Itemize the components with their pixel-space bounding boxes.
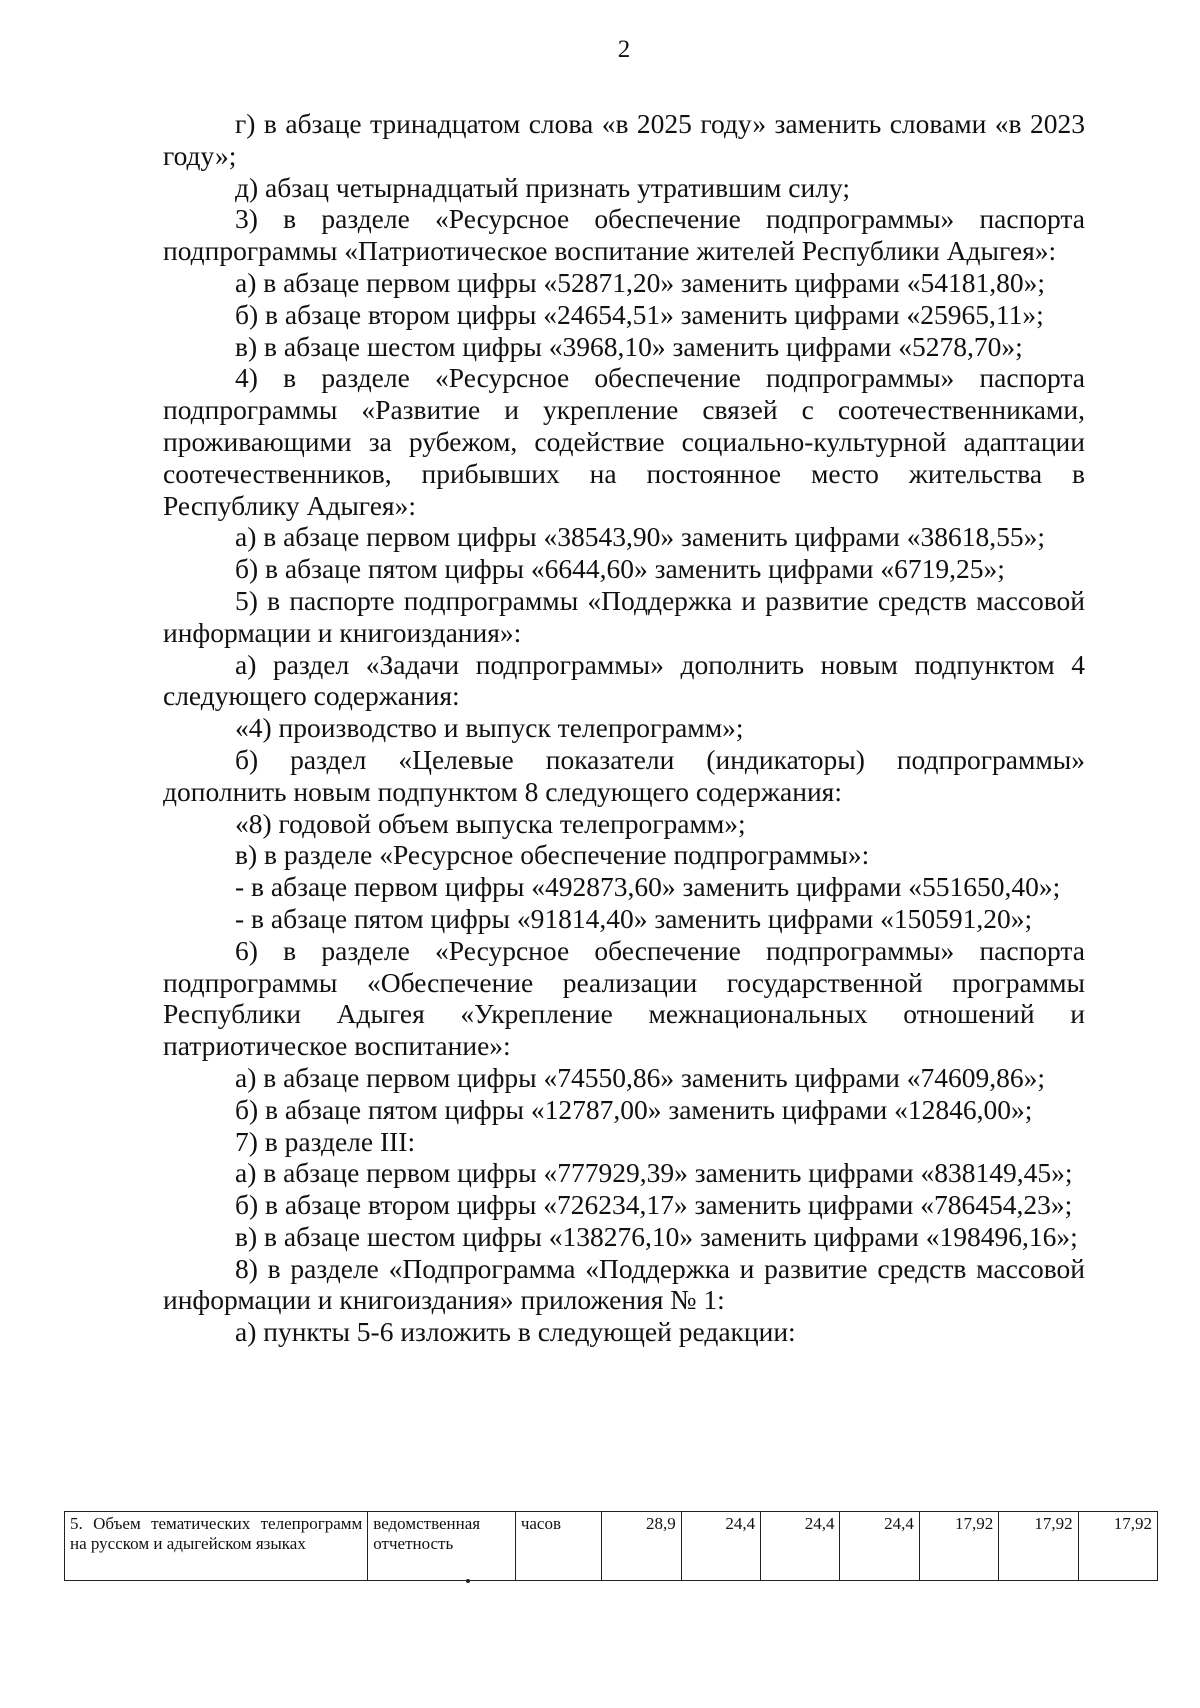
paragraph: д) абзац четырнадцатый признать утратившим силу; [235, 171, 850, 203]
table-row [65, 1512, 1158, 1581]
paragraph: - в абзаце первом цифры «492873,60» заменить цифрами «551650,40»; [235, 871, 1061, 903]
indicators-table [64, 1511, 1158, 1581]
value-cell: 17,92 [999, 1512, 1078, 1581]
paragraph: а) в абзаце первом цифры «52871,20» заменить цифрами «54181,80»; [235, 266, 1046, 298]
paragraph: 4) в разделе «Ресурсное обеспечение подпрограммы» паспорта подпрограммы «Развитие и укрепление связей с соотечественниками, проживающими за рубежом, содействие социально-культурной адаптации соотечественников, прибывших на постоянное место жительства в Республику Адыгея»: [163, 362, 1085, 521]
paragraph: а) пункты 5-6 изложить в следующей редакции: [235, 1316, 796, 1348]
paragraph: г) в абзаце тринадцатом слова «в 2025 году» заменить словами «в 2023 году»; [163, 108, 1085, 171]
unit-cell: часов [515, 1512, 602, 1581]
paragraph: 8) в разделе «Подпрограмма «Поддержка и развитие средств массовой информации и книгоиздания» приложения № 1: [163, 1252, 1085, 1316]
paragraph: 7) в разделе III: [235, 1125, 416, 1157]
paragraph: в) в разделе «Ресурсное обеспечение подпрограммы»: [235, 839, 870, 871]
source-cell: ведомственная отчетность [368, 1512, 516, 1581]
page-number: 2 [617, 36, 631, 63]
paragraph: а) в абзаце первом цифры «777929,39» заменить цифрами «838149,45»; [235, 1157, 1073, 1189]
paragraph: 5) в паспорте подпрограммы «Поддержка и развитие средств массовой информации и книгоиздания»: [163, 584, 1085, 648]
scan-mark [466, 1579, 470, 1583]
paragraph: в) в абзаце шестом цифры «3968,10» заменить цифрами «5278,70»; [235, 330, 1023, 362]
paragraph: 6) в разделе «Ресурсное обеспечение подпрограммы» паспорта подпрограммы «Обеспечение реализации государственной программы Республики Адыгея «Укрепление межнациональных отношений и патриотическое воспитание»: [163, 934, 1085, 1062]
document-body [163, 108, 1085, 1348]
indicator-name-cell: 5. Объем тематических телепрограмм на русском и адыгейском языках [65, 1512, 368, 1581]
value-cell: 17,92 [1078, 1512, 1157, 1581]
paragraph: а) раздел «Задачи подпрограммы» дополнить новым подпунктом 4 следующего содержания: [163, 648, 1085, 712]
paragraph: в) в абзаце шестом цифры «138276,10» заменить цифрами «198496,16»; [235, 1220, 1078, 1252]
paragraph: б) в абзаце пятом цифры «6644,60» заменить цифрами «6719,25»; [235, 553, 1005, 585]
paragraph: а) в абзаце первом цифры «74550,86» заменить цифрами «74609,86»; [235, 1061, 1046, 1093]
value-cell: 24,4 [681, 1512, 760, 1581]
paragraph: - в абзаце пятом цифры «91814,40» заменить цифрами «150591,20»; [235, 902, 1033, 934]
paragraph: «8) годовой объем выпуска телепрограмм»; [235, 807, 746, 839]
paragraph: б) в абзаце втором цифры «726234,17» заменить цифрами «786454,23»; [235, 1189, 1073, 1221]
value-cell: 17,92 [919, 1512, 998, 1581]
paragraph: б) в абзаце втором цифры «24654,51» заменить цифрами «25965,11»; [235, 298, 1044, 330]
paragraph: 3) в разделе «Ресурсное обеспечение подпрограммы» паспорта подпрограммы «Патриотическое воспитание жителей Республики Адыгея»: [163, 203, 1085, 267]
paragraph: б) раздел «Целевые показатели (индикаторы) подпрограммы» дополнить новым подпунктом 8 следующего содержания: [163, 743, 1085, 807]
value-cell: 28,9 [602, 1512, 681, 1581]
value-cell: 24,4 [840, 1512, 919, 1581]
value-cell: 24,4 [761, 1512, 840, 1581]
paragraph: «4) производство и выпуск телепрограмм»; [235, 712, 744, 744]
paragraph: б) в абзаце пятом цифры «12787,00» заменить цифрами «12846,00»; [235, 1093, 1033, 1125]
paragraph: а) в абзаце первом цифры «38543,90» заменить цифрами «38618,55»; [235, 521, 1046, 553]
